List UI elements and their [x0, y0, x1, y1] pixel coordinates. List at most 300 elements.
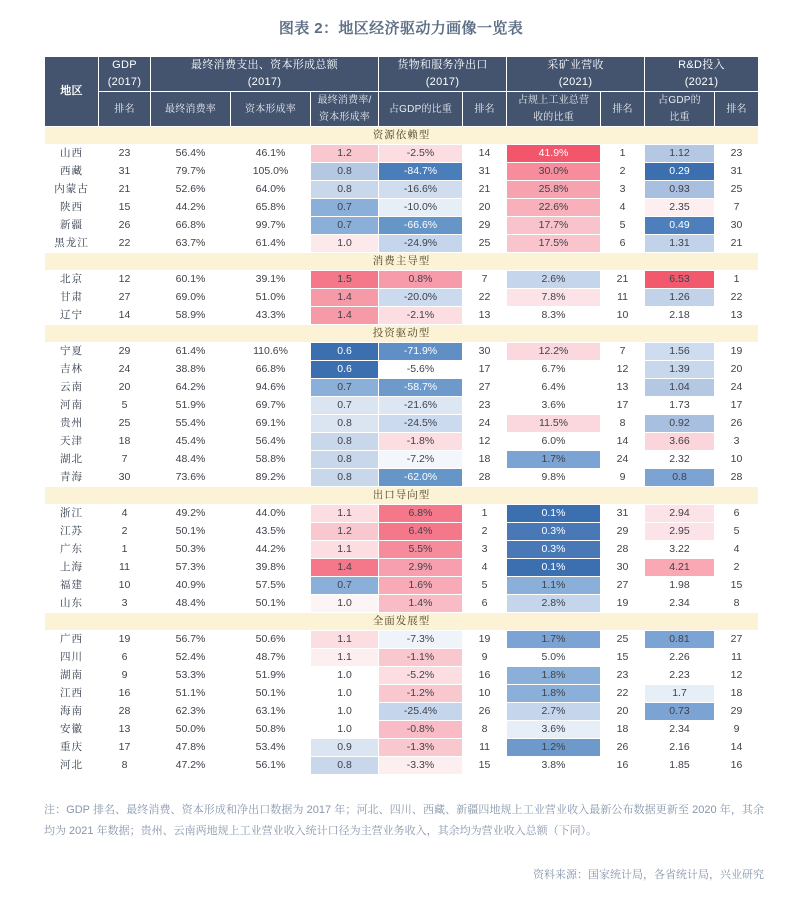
cell-region: 北京 — [45, 271, 99, 289]
cell-capital-formation-rate: 50.6% — [231, 631, 311, 649]
cell-final-consumption-rate: 73.6% — [151, 469, 231, 487]
group-band-row — [45, 487, 759, 505]
cell-rd-share-gdp: 3.22 — [645, 541, 715, 559]
cell-rd-rank: 18 — [715, 685, 759, 703]
header-sub-rd-rank — [715, 92, 759, 127]
cell-export-rank: 30 — [463, 343, 507, 361]
header-group-mining — [507, 57, 645, 92]
cell-export-rank: 1 — [463, 505, 507, 523]
table-row — [45, 469, 759, 487]
cell-final-consumption-rate: 50.0% — [151, 721, 231, 739]
cell-rd-share-gdp: 1.26 — [645, 289, 715, 307]
cell-final-consumption-rate: 52.6% — [151, 181, 231, 199]
group-band-row — [45, 613, 759, 631]
cell-capital-formation-rate: 65.8% — [231, 199, 311, 217]
header-group-net-export-line2: (2017) — [425, 76, 460, 88]
cell-rd-rank: 25 — [715, 181, 759, 199]
cell-final-consumption-rate: 56.7% — [151, 631, 231, 649]
cell-rd-rank: 20 — [715, 361, 759, 379]
table-row — [45, 397, 759, 415]
cell-export-share-gdp: -10.0% — [379, 199, 463, 217]
cell-final-consumption-rate: 69.0% — [151, 289, 231, 307]
cell-export-rank: 22 — [463, 289, 507, 307]
header-group-mining-line2: (2021) — [558, 76, 593, 88]
sub-a: 占GDP的比重 — [388, 103, 453, 115]
cell-export-share-gdp: 6.8% — [379, 505, 463, 523]
cell-rd-share-gdp: 1.56 — [645, 343, 715, 361]
cell-rd-rank: 27 — [715, 631, 759, 649]
cell-mining-rank: 7 — [601, 343, 645, 361]
cell-capital-formation-rate: 50.8% — [231, 721, 311, 739]
header-group-net-export — [379, 57, 507, 92]
cell-rd-rank: 23 — [715, 145, 759, 163]
cell-rd-share-gdp: 2.23 — [645, 667, 715, 685]
sub-b: 资本形成率 — [319, 112, 370, 123]
cell-region: 青海 — [45, 469, 99, 487]
cell-rd-rank: 6 — [715, 505, 759, 523]
cell-final-consumption-rate: 50.1% — [151, 523, 231, 541]
table-row — [45, 181, 759, 199]
cell-gdp-rank: 5 — [99, 397, 151, 415]
header-group-gdp — [99, 57, 151, 92]
cell-capital-formation-rate: 50.1% — [231, 595, 311, 613]
cell-rd-rank: 31 — [715, 163, 759, 181]
cell-export-rank: 27 — [463, 379, 507, 397]
cell-export-rank: 8 — [463, 721, 507, 739]
cell-export-share-gdp: -1.1% — [379, 649, 463, 667]
cell-mining-share: 1.2% — [507, 739, 601, 757]
table-row — [45, 307, 759, 325]
sub-a: 排名 — [726, 103, 747, 115]
cell-capital-formation-rate: 63.1% — [231, 703, 311, 721]
cell-gdp-rank: 26 — [99, 217, 151, 235]
cell-rd-rank: 17 — [715, 397, 759, 415]
cell-gdp-rank: 27 — [99, 289, 151, 307]
cell-export-rank: 21 — [463, 181, 507, 199]
cell-mining-rank: 8 — [601, 415, 645, 433]
table-row — [45, 289, 759, 307]
cell-export-rank: 12 — [463, 433, 507, 451]
cell-rd-share-gdp: 2.95 — [645, 523, 715, 541]
cell-gdp-rank: 11 — [99, 559, 151, 577]
cell-rd-share-gdp: 1.85 — [645, 757, 715, 775]
header-sub-final-consumption-rate — [151, 92, 231, 127]
cell-export-share-gdp: -3.3% — [379, 757, 463, 775]
cell-gdp-rank: 4 — [99, 505, 151, 523]
cell-export-share-gdp: -0.8% — [379, 721, 463, 739]
cell-export-rank: 7 — [463, 271, 507, 289]
cell-rd-share-gdp: 4.21 — [645, 559, 715, 577]
header-group-row — [45, 57, 759, 92]
cell-gdp-rank: 10 — [99, 577, 151, 595]
header-group-gdp-line1: GDP — [112, 59, 137, 71]
cell-consumption-capital-ratio: 0.7 — [311, 577, 379, 595]
cell-consumption-capital-ratio: 1.0 — [311, 721, 379, 739]
header-sub-row — [45, 92, 759, 127]
cell-gdp-rank: 13 — [99, 721, 151, 739]
table-row — [45, 343, 759, 361]
cell-mining-rank: 16 — [601, 757, 645, 775]
cell-export-share-gdp: -21.6% — [379, 397, 463, 415]
cell-mining-share: 0.1% — [507, 505, 601, 523]
cell-rd-share-gdp: 2.34 — [645, 721, 715, 739]
cell-final-consumption-rate: 50.3% — [151, 541, 231, 559]
cell-export-rank: 20 — [463, 199, 507, 217]
cell-rd-share-gdp: 2.34 — [645, 595, 715, 613]
cell-consumption-capital-ratio: 0.8 — [311, 757, 379, 775]
table-row — [45, 757, 759, 775]
header-group-rd-line1: R&D投入 — [678, 59, 725, 71]
cell-region: 黑龙江 — [45, 235, 99, 253]
cell-export-share-gdp: -62.0% — [379, 469, 463, 487]
cell-export-share-gdp: 1.4% — [379, 595, 463, 613]
cell-final-consumption-rate: 48.4% — [151, 451, 231, 469]
cell-consumption-capital-ratio: 1.4 — [311, 559, 379, 577]
cell-mining-rank: 13 — [601, 379, 645, 397]
cell-rd-share-gdp: 0.49 — [645, 217, 715, 235]
cell-region: 西藏 — [45, 163, 99, 181]
cell-consumption-capital-ratio: 1.0 — [311, 235, 379, 253]
cell-export-rank: 25 — [463, 235, 507, 253]
header-sub-mining-rank — [601, 92, 645, 127]
cell-consumption-capital-ratio: 0.8 — [311, 433, 379, 451]
cell-consumption-capital-ratio: 1.0 — [311, 595, 379, 613]
cell-final-consumption-rate: 56.4% — [151, 145, 231, 163]
header-group-gdp-line2: (2017) — [107, 76, 142, 88]
cell-rd-rank: 15 — [715, 577, 759, 595]
cell-final-consumption-rate: 58.9% — [151, 307, 231, 325]
cell-mining-share: 2.6% — [507, 271, 601, 289]
cell-export-rank: 13 — [463, 307, 507, 325]
cell-gdp-rank: 16 — [99, 685, 151, 703]
cell-region: 广西 — [45, 631, 99, 649]
table-body — [45, 127, 759, 775]
cell-capital-formation-rate: 110.6% — [231, 343, 311, 361]
cell-capital-formation-rate: 69.1% — [231, 415, 311, 433]
cell-mining-share: 2.8% — [507, 595, 601, 613]
cell-mining-share: 0.3% — [507, 541, 601, 559]
cell-final-consumption-rate: 38.8% — [151, 361, 231, 379]
cell-rd-share-gdp: 1.39 — [645, 361, 715, 379]
cell-mining-rank: 26 — [601, 739, 645, 757]
cell-rd-share-gdp: 0.29 — [645, 163, 715, 181]
sub-a: 排名 — [474, 103, 495, 115]
header-sub-rd-share-gdp — [645, 92, 715, 127]
cell-mining-rank: 9 — [601, 469, 645, 487]
cell-export-share-gdp: -5.6% — [379, 361, 463, 379]
cell-capital-formation-rate: 66.8% — [231, 361, 311, 379]
cell-mining-share: 22.6% — [507, 199, 601, 217]
cell-consumption-capital-ratio: 0.8 — [311, 415, 379, 433]
header-group-rd — [645, 57, 759, 92]
cell-region: 辽宁 — [45, 307, 99, 325]
cell-gdp-rank: 12 — [99, 271, 151, 289]
cell-gdp-rank: 1 — [99, 541, 151, 559]
cell-export-share-gdp: -24.9% — [379, 235, 463, 253]
cell-mining-rank: 17 — [601, 397, 645, 415]
cell-gdp-rank: 23 — [99, 145, 151, 163]
cell-mining-rank: 1 — [601, 145, 645, 163]
cell-export-share-gdp: -20.0% — [379, 289, 463, 307]
sub-a: 占GDP的 — [658, 95, 701, 106]
cell-export-share-gdp: -16.6% — [379, 181, 463, 199]
table-row — [45, 361, 759, 379]
header-group-net-export-line1: 货物和服务净出口 — [397, 59, 488, 71]
cell-consumption-capital-ratio: 0.7 — [311, 379, 379, 397]
cell-final-consumption-rate: 60.1% — [151, 271, 231, 289]
sub-a: 最终消费率/ — [317, 95, 372, 106]
table-row — [45, 649, 759, 667]
cell-consumption-capital-ratio: 0.8 — [311, 163, 379, 181]
cell-mining-share: 17.7% — [507, 217, 601, 235]
cell-mining-share: 2.7% — [507, 703, 601, 721]
cell-mining-share: 1.7% — [507, 451, 601, 469]
cell-gdp-rank: 20 — [99, 379, 151, 397]
table-row — [45, 217, 759, 235]
cell-rd-share-gdp: 2.16 — [645, 739, 715, 757]
cell-rd-share-gdp: 0.92 — [645, 415, 715, 433]
cell-region: 吉林 — [45, 361, 99, 379]
header-group-consumption-capital-line1: 最终消费支出、资本形成总额 — [191, 59, 338, 71]
cell-rd-rank: 30 — [715, 217, 759, 235]
cell-rd-rank: 12 — [715, 667, 759, 685]
cell-export-rank: 5 — [463, 577, 507, 595]
cell-export-share-gdp: 5.5% — [379, 541, 463, 559]
cell-export-share-gdp: -1.3% — [379, 739, 463, 757]
cell-final-consumption-rate: 53.3% — [151, 667, 231, 685]
sub-b: 收的比重 — [533, 112, 574, 123]
cell-final-consumption-rate: 40.9% — [151, 577, 231, 595]
cell-region: 宁夏 — [45, 343, 99, 361]
cell-mining-rank: 29 — [601, 523, 645, 541]
cell-mining-share: 6.0% — [507, 433, 601, 451]
cell-export-rank: 17 — [463, 361, 507, 379]
cell-final-consumption-rate: 52.4% — [151, 649, 231, 667]
cell-export-rank: 3 — [463, 541, 507, 559]
cell-mining-share: 1.8% — [507, 667, 601, 685]
cell-rd-rank: 11 — [715, 649, 759, 667]
cell-gdp-rank: 24 — [99, 361, 151, 379]
cell-region: 浙江 — [45, 505, 99, 523]
cell-export-rank: 26 — [463, 703, 507, 721]
header-group-mining-line1: 采矿业营收 — [547, 59, 604, 71]
cell-rd-rank: 2 — [715, 559, 759, 577]
cell-final-consumption-rate: 51.9% — [151, 397, 231, 415]
footnote: 注：GDP 排名、最终消费、资本形成和净出口数据为 2017 年；河北、四川、西藏、新疆四地规上工业营业收入最新公布数据更新至 2020 年，其余均为 2021 年数据；贵州、云南两地规上工业营业收入统计口径为主营业务收入，其余均为营业收入总额（下同）。 — [44, 804, 764, 837]
cell-mining-share: 30.0% — [507, 163, 601, 181]
cell-capital-formation-rate: 46.1% — [231, 145, 311, 163]
cell-capital-formation-rate: 105.0% — [231, 163, 311, 181]
table-row — [45, 541, 759, 559]
cell-export-rank: 11 — [463, 739, 507, 757]
header-sub-export-share-gdp — [379, 92, 463, 127]
cell-mining-share: 3.6% — [507, 721, 601, 739]
cell-mining-rank: 6 — [601, 235, 645, 253]
table-header — [45, 57, 759, 127]
cell-rd-rank: 3 — [715, 433, 759, 451]
table-row — [45, 199, 759, 217]
cell-rd-share-gdp: 1.98 — [645, 577, 715, 595]
source-line: 资料来源：国家统计局，各省统计局，兴业研究 — [533, 869, 764, 881]
cell-export-rank: 31 — [463, 163, 507, 181]
cell-region: 天津 — [45, 433, 99, 451]
cell-rd-share-gdp: 1.7 — [645, 685, 715, 703]
cell-final-consumption-rate: 49.2% — [151, 505, 231, 523]
cell-final-consumption-rate: 61.4% — [151, 343, 231, 361]
cell-region: 安徽 — [45, 721, 99, 739]
cell-rd-rank: 13 — [715, 307, 759, 325]
cell-consumption-capital-ratio: 1.0 — [311, 667, 379, 685]
cell-mining-rank: 20 — [601, 703, 645, 721]
cell-rd-rank: 16 — [715, 757, 759, 775]
cell-export-rank: 4 — [463, 559, 507, 577]
cell-consumption-capital-ratio: 0.6 — [311, 361, 379, 379]
header-sub-mining-share — [507, 92, 601, 127]
cell-region: 江苏 — [45, 523, 99, 541]
regional-economy-table — [44, 56, 759, 775]
table-row — [45, 271, 759, 289]
table-row — [45, 739, 759, 757]
cell-gdp-rank: 31 — [99, 163, 151, 181]
table-row — [45, 451, 759, 469]
cell-gdp-rank: 3 — [99, 595, 151, 613]
cell-mining-rank: 22 — [601, 685, 645, 703]
cell-capital-formation-rate: 39.1% — [231, 271, 311, 289]
cell-mining-rank: 19 — [601, 595, 645, 613]
cell-rd-share-gdp: 0.93 — [645, 181, 715, 199]
cell-export-share-gdp: -7.2% — [379, 451, 463, 469]
cell-final-consumption-rate: 45.4% — [151, 433, 231, 451]
table-row — [45, 631, 759, 649]
cell-gdp-rank: 2 — [99, 523, 151, 541]
cell-rd-rank: 1 — [715, 271, 759, 289]
cell-final-consumption-rate: 62.3% — [151, 703, 231, 721]
cell-region: 云南 — [45, 379, 99, 397]
cell-gdp-rank: 9 — [99, 667, 151, 685]
cell-consumption-capital-ratio: 1.0 — [311, 685, 379, 703]
cell-region: 新疆 — [45, 217, 99, 235]
cell-gdp-rank: 8 — [99, 757, 151, 775]
cell-gdp-rank: 30 — [99, 469, 151, 487]
cell-rd-rank: 9 — [715, 721, 759, 739]
cell-export-rank: 19 — [463, 631, 507, 649]
cell-mining-rank: 27 — [601, 577, 645, 595]
cell-mining-rank: 4 — [601, 199, 645, 217]
cell-mining-rank: 24 — [601, 451, 645, 469]
cell-gdp-rank: 19 — [99, 631, 151, 649]
cell-export-share-gdp: -84.7% — [379, 163, 463, 181]
cell-export-share-gdp: -25.4% — [379, 703, 463, 721]
cell-gdp-rank: 17 — [99, 739, 151, 757]
header-group-consumption-capital-line2: (2017) — [247, 76, 282, 88]
cell-final-consumption-rate: 64.2% — [151, 379, 231, 397]
cell-consumption-capital-ratio: 1.0 — [311, 703, 379, 721]
cell-capital-formation-rate: 44.0% — [231, 505, 311, 523]
cell-consumption-capital-ratio: 0.8 — [311, 181, 379, 199]
cell-export-rank: 18 — [463, 451, 507, 469]
cell-region: 广东 — [45, 541, 99, 559]
cell-export-share-gdp: 6.4% — [379, 523, 463, 541]
group-band-label: 投资驱动型 — [45, 325, 759, 343]
header-sub-export-rank — [463, 92, 507, 127]
cell-mining-share: 3.8% — [507, 757, 601, 775]
cell-mining-rank: 10 — [601, 307, 645, 325]
cell-consumption-capital-ratio: 1.1 — [311, 649, 379, 667]
table-row — [45, 415, 759, 433]
cell-mining-rank: 15 — [601, 649, 645, 667]
cell-region: 江西 — [45, 685, 99, 703]
cell-mining-rank: 5 — [601, 217, 645, 235]
group-band-label: 资源依赖型 — [45, 127, 759, 145]
cell-final-consumption-rate: 55.4% — [151, 415, 231, 433]
group-band-row — [45, 253, 759, 271]
cell-rd-share-gdp: 1.31 — [645, 235, 715, 253]
cell-mining-rank: 28 — [601, 541, 645, 559]
table-row — [45, 505, 759, 523]
cell-export-share-gdp: -7.3% — [379, 631, 463, 649]
cell-region: 上海 — [45, 559, 99, 577]
header-group-consumption-capital — [151, 57, 379, 92]
cell-mining-rank: 21 — [601, 271, 645, 289]
cell-capital-formation-rate: 43.5% — [231, 523, 311, 541]
cell-rd-rank: 26 — [715, 415, 759, 433]
cell-gdp-rank: 22 — [99, 235, 151, 253]
cell-rd-rank: 22 — [715, 289, 759, 307]
table-row — [45, 379, 759, 397]
cell-region: 山东 — [45, 595, 99, 613]
cell-mining-share: 1.1% — [507, 577, 601, 595]
cell-region: 内蒙古 — [45, 181, 99, 199]
cell-capital-formation-rate: 56.1% — [231, 757, 311, 775]
cell-gdp-rank: 25 — [99, 415, 151, 433]
cell-mining-share: 12.2% — [507, 343, 601, 361]
sub-a: 排名 — [114, 103, 135, 115]
cell-gdp-rank: 21 — [99, 181, 151, 199]
cell-mining-share: 41.9% — [507, 145, 601, 163]
group-band-label: 全面发展型 — [45, 613, 759, 631]
cell-export-share-gdp: -1.2% — [379, 685, 463, 703]
group-band-label: 消费主导型 — [45, 253, 759, 271]
cell-rd-share-gdp: 2.94 — [645, 505, 715, 523]
cell-gdp-rank: 15 — [99, 199, 151, 217]
cell-consumption-capital-ratio: 0.6 — [311, 343, 379, 361]
cell-mining-rank: 14 — [601, 433, 645, 451]
cell-capital-formation-rate: 64.0% — [231, 181, 311, 199]
cell-mining-rank: 2 — [601, 163, 645, 181]
cell-gdp-rank: 18 — [99, 433, 151, 451]
cell-gdp-rank: 29 — [99, 343, 151, 361]
cell-mining-share: 8.3% — [507, 307, 601, 325]
table-row — [45, 523, 759, 541]
economic-table-container — [44, 56, 758, 775]
sub-b: 比重 — [669, 112, 690, 123]
cell-rd-rank: 4 — [715, 541, 759, 559]
sub-a: 占规上工业总营 — [517, 95, 590, 106]
table-row — [45, 685, 759, 703]
cell-consumption-capital-ratio: 1.4 — [311, 289, 379, 307]
cell-final-consumption-rate: 47.2% — [151, 757, 231, 775]
cell-gdp-rank: 28 — [99, 703, 151, 721]
cell-mining-share: 11.5% — [507, 415, 601, 433]
cell-capital-formation-rate: 44.2% — [231, 541, 311, 559]
cell-capital-formation-rate: 51.0% — [231, 289, 311, 307]
cell-mining-share: 25.8% — [507, 181, 601, 199]
cell-rd-share-gdp: 2.26 — [645, 649, 715, 667]
cell-final-consumption-rate: 66.8% — [151, 217, 231, 235]
cell-region: 陕西 — [45, 199, 99, 217]
cell-final-consumption-rate: 63.7% — [151, 235, 231, 253]
cell-capital-formation-rate: 69.7% — [231, 397, 311, 415]
